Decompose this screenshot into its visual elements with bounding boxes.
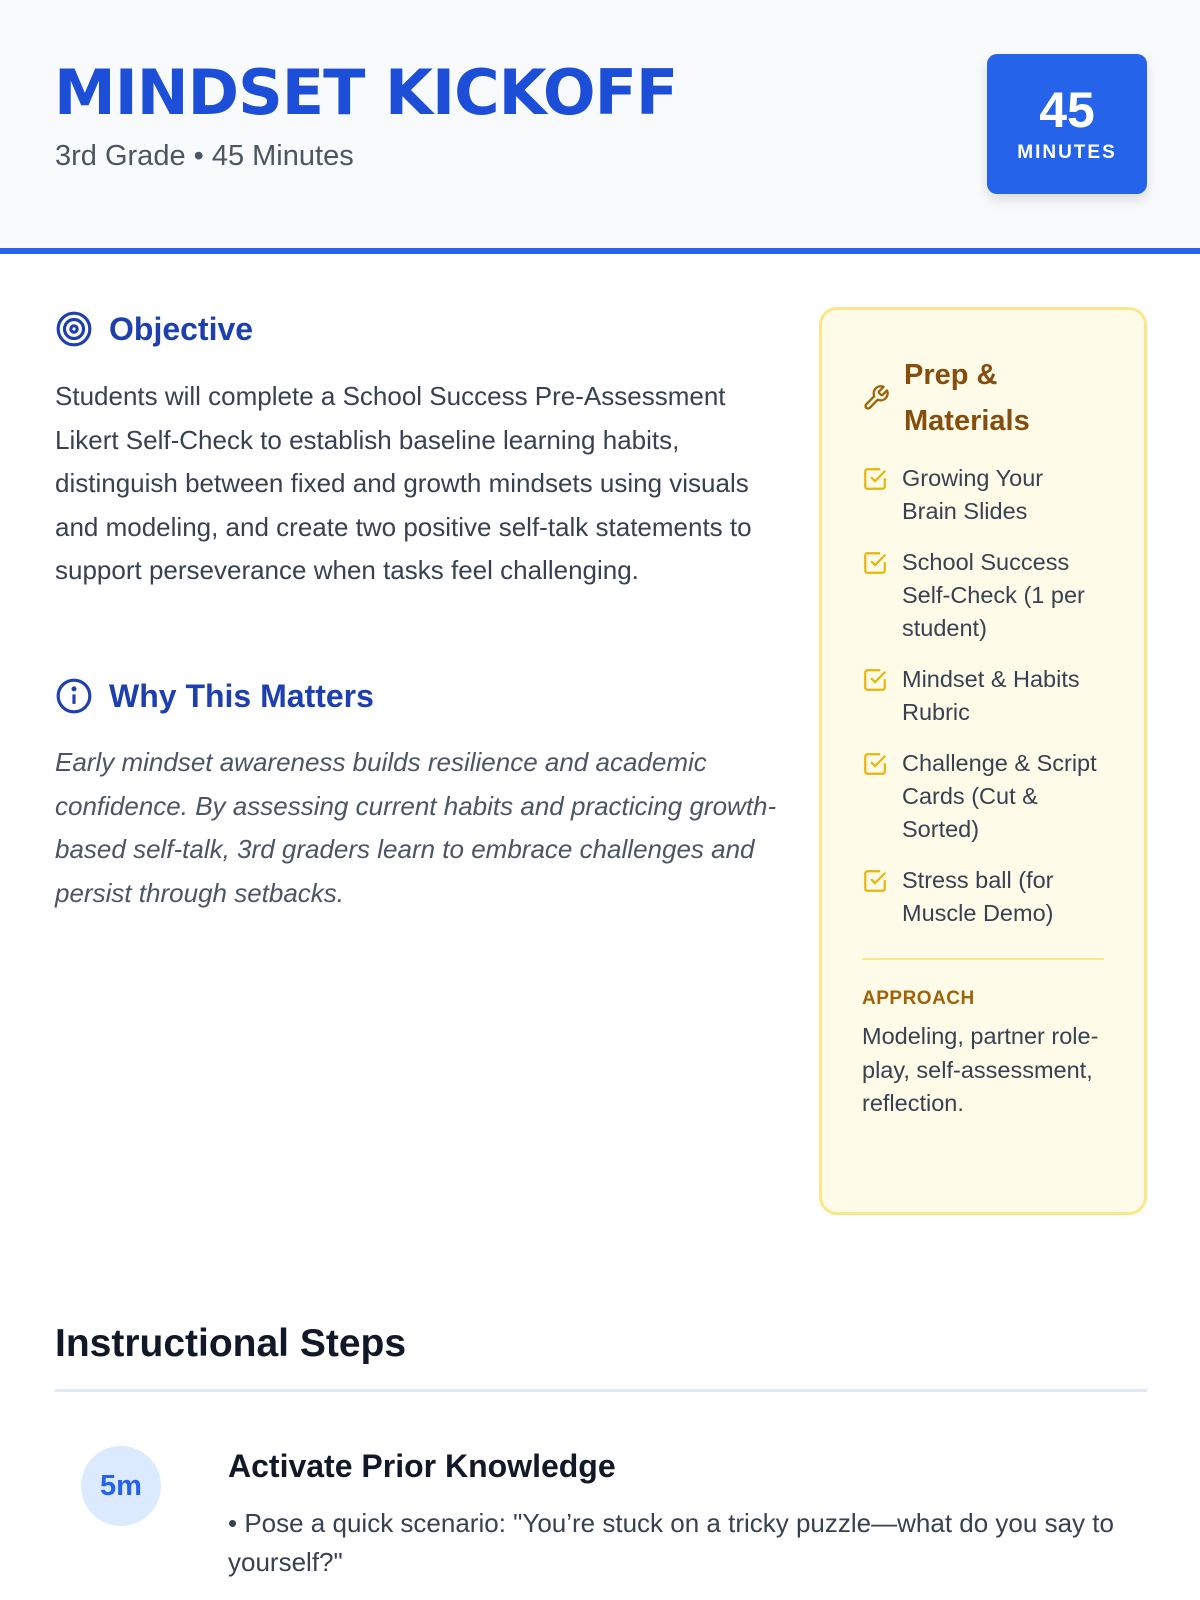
prep-materials-panel bbox=[819, 307, 1147, 1215]
material-label: Mindset & Habits Rubric bbox=[902, 666, 1080, 725]
material-item bbox=[862, 864, 1104, 930]
steps-heading: Instructional Steps bbox=[55, 1322, 407, 1365]
why-text: Early mindset awareness builds resilience and academic confidence. By assessing current habits and practicing growth-based self-talk, 3rd graders learn to embrace challenges and persist through setbacks. bbox=[55, 747, 777, 908]
step-text: • Pose a quick scenario: "You’re stuck on a tricky puzzle—what do you say to yourself?" bbox=[228, 1508, 1114, 1577]
checkbox-icon bbox=[862, 550, 888, 576]
lesson-title: MINDSET KICKOFF bbox=[54, 56, 678, 129]
approach-text: Modeling, partner role-play, self-assessment, reflection. bbox=[862, 1023, 1099, 1116]
approach-label: APPROACH bbox=[862, 988, 975, 1009]
material-label: Growing Your Brain Slides bbox=[902, 465, 1044, 524]
checkbox-icon bbox=[862, 751, 888, 777]
material-label: School Success Self-Check (1 per student) bbox=[902, 549, 1085, 641]
material-item bbox=[862, 663, 1104, 729]
objective-heading-text: Objective bbox=[109, 310, 254, 347]
steps-divider bbox=[55, 1389, 1147, 1392]
checkbox-icon bbox=[862, 667, 888, 693]
objective-text: Students will complete a School Success Pre-Assessment Likert Self-Check to establish baseline learning habits, distinguish between fixed and growth mindsets using visuals and modeling, and create two positive self-talk statements to support perseverance when tasks feel challenging. bbox=[55, 381, 752, 585]
material-label: Stress ball (for Muscle Demo) bbox=[902, 867, 1054, 926]
step-duration: 5m bbox=[81, 1446, 161, 1526]
material-item bbox=[862, 747, 1104, 846]
material-item bbox=[862, 462, 1104, 528]
checkbox-icon bbox=[862, 466, 888, 492]
material-label: Challenge & Script Cards (Cut & Sorted) bbox=[902, 750, 1097, 842]
step-title: Activate Prior Knowledge bbox=[228, 1448, 616, 1484]
target-icon bbox=[55, 310, 93, 348]
materials-list bbox=[862, 462, 1104, 930]
why-heading bbox=[55, 677, 374, 715]
duration-badge bbox=[987, 54, 1147, 194]
why-heading-text: Why This Matters bbox=[109, 677, 374, 714]
objective-heading bbox=[55, 310, 253, 348]
panel-divider bbox=[862, 958, 1104, 960]
duration-number: 45 bbox=[1039, 82, 1095, 138]
prep-heading bbox=[862, 352, 1104, 444]
material-item bbox=[862, 546, 1104, 645]
info-icon bbox=[55, 677, 93, 715]
checkbox-icon bbox=[862, 868, 888, 894]
lesson-header bbox=[0, 0, 1200, 254]
duration-label: MINUTES bbox=[1017, 142, 1117, 163]
prep-heading-text: Prep & Materials bbox=[904, 359, 1030, 437]
lesson-subtitle: 3rd Grade • 45 Minutes bbox=[55, 140, 354, 172]
wrench-icon bbox=[862, 384, 890, 412]
